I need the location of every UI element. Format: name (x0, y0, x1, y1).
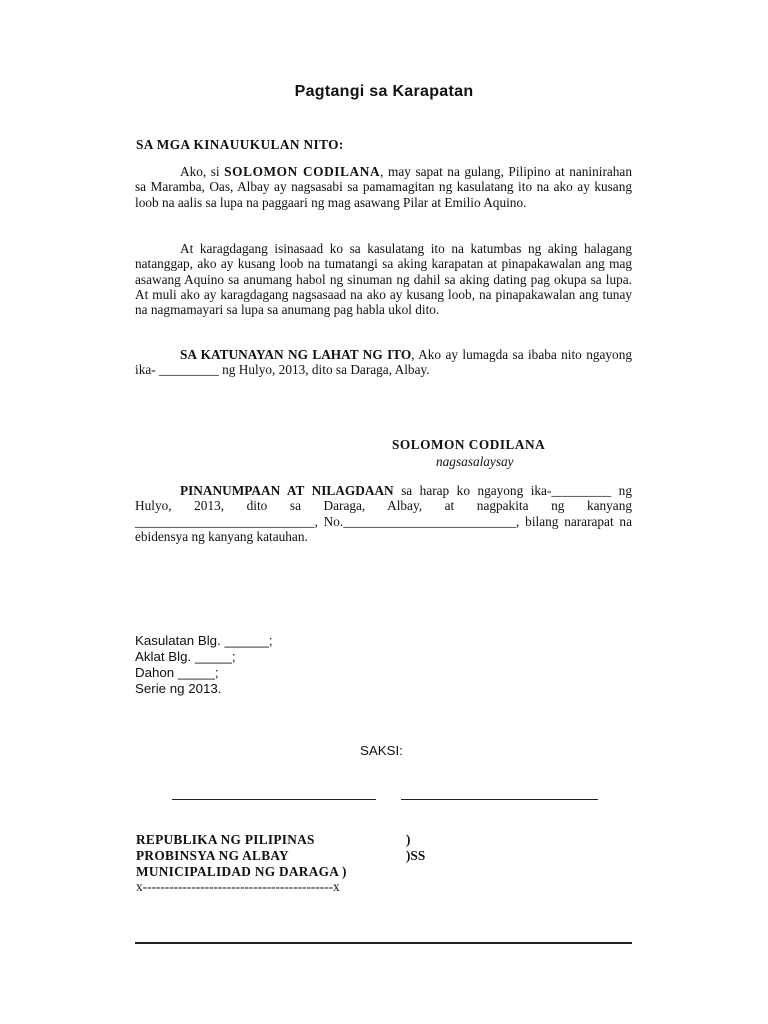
oath-body: sa harap ko ngayong ika-_________ ng Hulyo, 2013, dito sa Daraga, Albay, at nagpakita ng kanyang ___________________________, No.__________________________, bilang nararapat na ebidensya ng kanyang katauhan. (135, 483, 632, 544)
venue-republic-mark: ) (406, 832, 411, 847)
signatory-name: SOLOMON CODILANA (392, 437, 546, 452)
bottom-rule (135, 942, 632, 944)
venue-republic: REPUBLIKA NG PILIPINAS (136, 832, 315, 847)
oath-heading: PINANUMPAAN AT NILAGDAAN (180, 483, 394, 498)
oath-paragraph (135, 483, 632, 544)
paragraph-1 (135, 164, 632, 210)
paragraph-1-body: , may sapat na gulang, Pilipino at naninirahan sa Maramba, Oas, Albay ay nagsasabi sa pamamagitan ng kasulatang ito na ako ay kusang loob na aalis sa lupa na paggaari ng mag asawang Pilar at Emilio Aquino. (135, 164, 632, 210)
paragraph-3 (135, 347, 632, 378)
venue-separator: x-------------------------------------------x (136, 879, 340, 894)
paragraph-1-intro: Ako, si (180, 164, 225, 179)
witness-signature-line-1 (172, 799, 376, 800)
registry-book-number: Aklat Blg. _____; (135, 649, 236, 664)
salutation: SA MGA KINAUUKULAN NITO: (136, 137, 344, 152)
witness-signature-line-2 (401, 799, 598, 800)
paragraph-3-heading: SA KATUNAYAN NG LAHAT NG ITO (180, 347, 412, 362)
registry-series: Serie ng 2013. (135, 681, 222, 696)
signatory-role: nagsasalaysay (436, 454, 514, 469)
registry-document-number: Kasulatan Blg. ______; (135, 633, 273, 648)
venue-province: PROBINSYA NG ALBAY (136, 848, 289, 863)
affiant-name: SOLOMON CODILANA (224, 164, 381, 179)
document-title: Pagtangi sa Karapatan (294, 83, 474, 100)
paragraph-3-body: , Ako ay lumagda sa ibaba nito ngayong ika- _________ ng Hulyo, 2013, dito sa Daraga, Albay. (135, 347, 632, 378)
witness-label: SAKSI: (360, 743, 403, 758)
paragraph-2: At karagdagang isinasaad ko sa kasulatang ito na katumbas ng aking halagang natanggap, ako ay kusang loob na tumatangi sa aking karapatan at pinapakawalan ang mag asawang Aquino sa anumang habol ng sinuman ng dahil sa aking dating pag okupa sa lupa. At muli ako ay karagdagang nagsasaad na ako ay kusang loob, na pinapakawalan ang tunay na nagmamayari sa lupa sa anumang pag habla ukol dito. (135, 241, 632, 318)
registry-page-number: Dahon _____; (135, 665, 219, 680)
venue-province-mark: )SS (406, 848, 426, 863)
venue-municipality: MUNICIPALIDAD NG DARAGA ) (136, 864, 347, 879)
